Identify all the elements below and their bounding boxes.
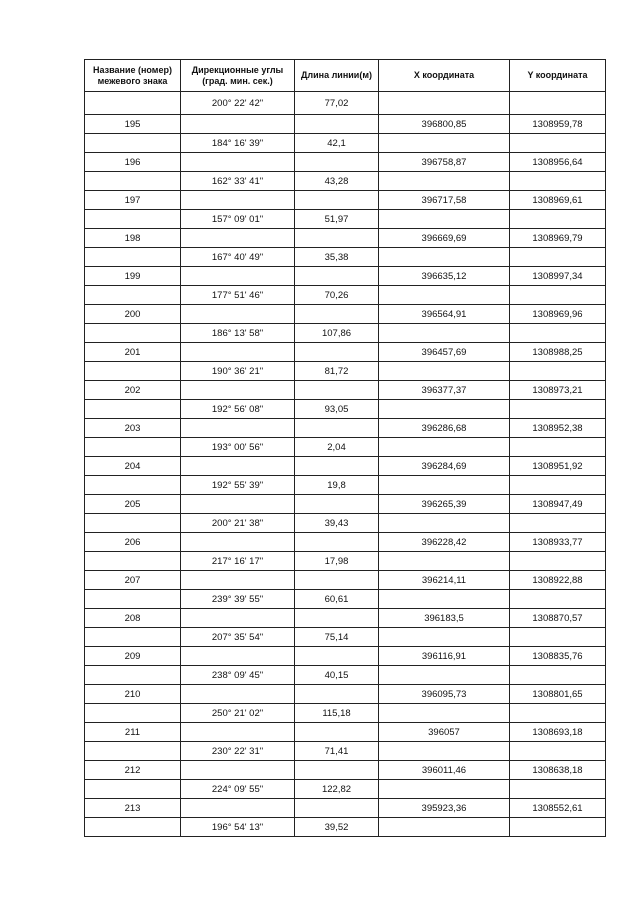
y-coordinate-cell: 1308969,96 — [510, 305, 606, 324]
table-header-row — [85, 60, 606, 92]
line-length-cell: 17,98 — [295, 552, 379, 571]
segment-row — [85, 400, 606, 419]
line-length-cell: 93,05 — [295, 400, 379, 419]
x-coordinate-cell — [379, 438, 510, 457]
y-coordinate-cell — [510, 400, 606, 419]
point-row — [85, 229, 606, 248]
point-row — [85, 267, 606, 286]
point-row — [85, 533, 606, 552]
line-length-cell — [295, 609, 379, 628]
point-row — [85, 343, 606, 362]
y-coordinate-cell — [510, 210, 606, 229]
direction-angle-cell: 177° 51' 46" — [181, 286, 295, 305]
line-length-cell: 75,14 — [295, 628, 379, 647]
point-row — [85, 609, 606, 628]
header-line-length: Длина линии(м) — [295, 60, 379, 92]
x-coordinate-cell — [379, 552, 510, 571]
point-name-cell — [85, 704, 181, 723]
direction-angle-cell: 230° 22' 31" — [181, 742, 295, 761]
y-coordinate-cell: 1308951,92 — [510, 457, 606, 476]
point-name-cell: 198 — [85, 229, 181, 248]
line-length-cell: 43,28 — [295, 172, 379, 191]
direction-angle-cell: 184° 16' 39" — [181, 134, 295, 153]
point-name-cell — [85, 92, 181, 115]
line-length-cell: 115,18 — [295, 704, 379, 723]
segment-row — [85, 552, 606, 571]
line-length-cell — [295, 153, 379, 172]
y-coordinate-cell: 1308969,61 — [510, 191, 606, 210]
line-length-cell — [295, 533, 379, 552]
line-length-cell — [295, 723, 379, 742]
point-name-cell — [85, 552, 181, 571]
y-coordinate-cell: 1308973,21 — [510, 381, 606, 400]
point-name-cell — [85, 514, 181, 533]
x-coordinate-cell — [379, 476, 510, 495]
y-coordinate-cell: 1308933,77 — [510, 533, 606, 552]
line-length-cell: 81,72 — [295, 362, 379, 381]
point-name-cell: 199 — [85, 267, 181, 286]
x-coordinate-cell: 396214,11 — [379, 571, 510, 590]
line-length-cell — [295, 799, 379, 818]
y-coordinate-cell — [510, 324, 606, 343]
direction-angle-cell — [181, 647, 295, 666]
header-point-name: Название (номер) межевого знака — [85, 60, 181, 92]
direction-angle-cell: 196° 54' 13" — [181, 818, 295, 837]
point-row — [85, 761, 606, 780]
direction-angle-cell — [181, 609, 295, 628]
direction-angle-cell — [181, 229, 295, 248]
y-coordinate-cell: 1308969,79 — [510, 229, 606, 248]
y-coordinate-cell — [510, 666, 606, 685]
y-coordinate-cell: 1308947,49 — [510, 495, 606, 514]
line-length-cell: 39,52 — [295, 818, 379, 837]
y-coordinate-cell — [510, 286, 606, 305]
line-length-cell: 35,38 — [295, 248, 379, 267]
segment-row — [85, 514, 606, 533]
y-coordinate-cell — [510, 628, 606, 647]
point-row — [85, 191, 606, 210]
x-coordinate-cell: 396011,46 — [379, 761, 510, 780]
direction-angle-cell — [181, 799, 295, 818]
y-coordinate-cell — [510, 362, 606, 381]
direction-angle-cell: 190° 36' 21" — [181, 362, 295, 381]
direction-angle-cell — [181, 115, 295, 134]
y-coordinate-cell: 1308870,57 — [510, 609, 606, 628]
x-coordinate-cell: 396265,39 — [379, 495, 510, 514]
direction-angle-cell — [181, 153, 295, 172]
point-name-cell — [85, 210, 181, 229]
segment-row — [85, 248, 606, 267]
point-name-cell — [85, 172, 181, 191]
segment-row — [85, 286, 606, 305]
point-name-cell — [85, 476, 181, 495]
y-coordinate-cell: 1308997,34 — [510, 267, 606, 286]
x-coordinate-cell — [379, 248, 510, 267]
segment-row — [85, 742, 606, 761]
point-name-cell — [85, 438, 181, 457]
x-coordinate-cell — [379, 92, 510, 115]
x-coordinate-cell — [379, 666, 510, 685]
point-name-cell — [85, 780, 181, 799]
x-coordinate-cell: 396377,37 — [379, 381, 510, 400]
direction-angle-cell — [181, 685, 295, 704]
segment-row — [85, 704, 606, 723]
x-coordinate-cell: 396669,69 — [379, 229, 510, 248]
x-coordinate-cell — [379, 400, 510, 419]
line-length-cell — [295, 685, 379, 704]
y-coordinate-cell: 1308693,18 — [510, 723, 606, 742]
x-coordinate-cell — [379, 134, 510, 153]
x-coordinate-cell — [379, 704, 510, 723]
x-coordinate-cell — [379, 514, 510, 533]
x-coordinate-cell: 396286,68 — [379, 419, 510, 438]
point-name-cell: 205 — [85, 495, 181, 514]
point-name-cell: 207 — [85, 571, 181, 590]
point-row — [85, 457, 606, 476]
y-coordinate-cell — [510, 704, 606, 723]
direction-angle-cell: 192° 56' 08" — [181, 400, 295, 419]
x-coordinate-cell — [379, 286, 510, 305]
segment-row — [85, 210, 606, 229]
direction-angle-cell: 167° 40' 49" — [181, 248, 295, 267]
x-coordinate-cell: 396758,87 — [379, 153, 510, 172]
line-length-cell — [295, 419, 379, 438]
point-name-cell — [85, 400, 181, 419]
segment-row — [85, 438, 606, 457]
y-coordinate-cell — [510, 742, 606, 761]
line-length-cell — [295, 495, 379, 514]
table-body — [85, 92, 606, 837]
x-coordinate-cell: 396800,85 — [379, 115, 510, 134]
line-length-cell: 70,26 — [295, 286, 379, 305]
direction-angle-cell — [181, 571, 295, 590]
x-coordinate-cell: 396057 — [379, 723, 510, 742]
direction-angle-cell — [181, 723, 295, 742]
direction-angle-cell: 250° 21' 02" — [181, 704, 295, 723]
x-coordinate-cell — [379, 590, 510, 609]
y-coordinate-cell — [510, 590, 606, 609]
direction-angle-cell: 162° 33' 41" — [181, 172, 295, 191]
direction-angle-cell: 207° 35' 54" — [181, 628, 295, 647]
point-name-cell — [85, 628, 181, 647]
point-name-cell: 210 — [85, 685, 181, 704]
direction-angle-cell — [181, 191, 295, 210]
x-coordinate-cell: 396564,91 — [379, 305, 510, 324]
x-coordinate-cell: 396116,91 — [379, 647, 510, 666]
line-length-cell: 2,04 — [295, 438, 379, 457]
point-row — [85, 305, 606, 324]
point-name-cell — [85, 324, 181, 343]
direction-angle-cell — [181, 305, 295, 324]
line-length-cell: 51,97 — [295, 210, 379, 229]
point-row — [85, 419, 606, 438]
point-row — [85, 115, 606, 134]
header-direction-angle: Дирекционные углы (град. мин. сек.) — [181, 60, 295, 92]
point-row — [85, 153, 606, 172]
line-length-cell — [295, 381, 379, 400]
line-length-cell — [295, 267, 379, 286]
point-name-cell — [85, 248, 181, 267]
direction-angle-cell: 239° 39' 55" — [181, 590, 295, 609]
point-name-cell — [85, 666, 181, 685]
line-length-cell — [295, 571, 379, 590]
x-coordinate-cell: 396183,5 — [379, 609, 510, 628]
segment-row — [85, 780, 606, 799]
y-coordinate-cell — [510, 514, 606, 533]
y-coordinate-cell — [510, 248, 606, 267]
line-length-cell — [295, 191, 379, 210]
point-name-cell: 203 — [85, 419, 181, 438]
point-name-cell: 196 — [85, 153, 181, 172]
line-length-cell — [295, 457, 379, 476]
x-coordinate-cell — [379, 818, 510, 837]
direction-angle-cell: 192° 55' 39" — [181, 476, 295, 495]
point-name-cell — [85, 590, 181, 609]
y-coordinate-cell: 1308956,64 — [510, 153, 606, 172]
line-length-cell — [295, 305, 379, 324]
direction-angle-cell — [181, 381, 295, 400]
point-name-cell: 200 — [85, 305, 181, 324]
segment-row — [85, 590, 606, 609]
x-coordinate-cell: 396228,42 — [379, 533, 510, 552]
x-coordinate-cell: 396095,73 — [379, 685, 510, 704]
line-length-cell: 71,41 — [295, 742, 379, 761]
header-y-coordinate: Y координата — [510, 60, 606, 92]
x-coordinate-cell — [379, 324, 510, 343]
point-name-cell: 209 — [85, 647, 181, 666]
point-row — [85, 647, 606, 666]
y-coordinate-cell — [510, 438, 606, 457]
line-length-cell: 39,43 — [295, 514, 379, 533]
line-length-cell — [295, 343, 379, 362]
y-coordinate-cell — [510, 134, 606, 153]
direction-angle-cell — [181, 267, 295, 286]
direction-angle-cell: 217° 16' 17" — [181, 552, 295, 571]
y-coordinate-cell — [510, 818, 606, 837]
point-row — [85, 495, 606, 514]
direction-angle-cell: 193° 00' 56" — [181, 438, 295, 457]
point-name-cell — [85, 362, 181, 381]
x-coordinate-cell: 396284,69 — [379, 457, 510, 476]
boundary-coordinates-table — [84, 59, 606, 837]
y-coordinate-cell: 1308959,78 — [510, 115, 606, 134]
point-name-cell — [85, 742, 181, 761]
segment-row — [85, 476, 606, 495]
point-row — [85, 685, 606, 704]
point-name-cell: 204 — [85, 457, 181, 476]
segment-row — [85, 362, 606, 381]
x-coordinate-cell — [379, 780, 510, 799]
direction-angle-cell — [181, 343, 295, 362]
point-name-cell — [85, 134, 181, 153]
direction-angle-cell — [181, 533, 295, 552]
point-row — [85, 571, 606, 590]
direction-angle-cell: 186° 13' 58" — [181, 324, 295, 343]
line-length-cell — [295, 115, 379, 134]
point-row — [85, 723, 606, 742]
line-length-cell — [295, 229, 379, 248]
x-coordinate-cell — [379, 628, 510, 647]
direction-angle-cell — [181, 457, 295, 476]
y-coordinate-cell — [510, 172, 606, 191]
y-coordinate-cell — [510, 92, 606, 115]
x-coordinate-cell — [379, 362, 510, 381]
line-length-cell: 40,15 — [295, 666, 379, 685]
point-name-cell: 201 — [85, 343, 181, 362]
y-coordinate-cell: 1308952,38 — [510, 419, 606, 438]
y-coordinate-cell: 1308801,65 — [510, 685, 606, 704]
segment-row — [85, 172, 606, 191]
direction-angle-cell — [181, 419, 295, 438]
x-coordinate-cell — [379, 210, 510, 229]
x-coordinate-cell: 395923,36 — [379, 799, 510, 818]
x-coordinate-cell: 396635,12 — [379, 267, 510, 286]
y-coordinate-cell: 1308988,25 — [510, 343, 606, 362]
y-coordinate-cell: 1308638,18 — [510, 761, 606, 780]
line-length-cell: 19,8 — [295, 476, 379, 495]
x-coordinate-cell: 396457,69 — [379, 343, 510, 362]
y-coordinate-cell — [510, 780, 606, 799]
y-coordinate-cell: 1308922,88 — [510, 571, 606, 590]
line-length-cell: 122,82 — [295, 780, 379, 799]
segment-row — [85, 666, 606, 685]
point-name-cell — [85, 286, 181, 305]
direction-angle-cell: 200° 21' 38" — [181, 514, 295, 533]
point-name-cell: 197 — [85, 191, 181, 210]
line-length-cell — [295, 647, 379, 666]
line-length-cell — [295, 761, 379, 780]
segment-row — [85, 92, 606, 115]
line-length-cell: 77,02 — [295, 92, 379, 115]
segment-row — [85, 628, 606, 647]
direction-angle-cell: 157° 09' 01" — [181, 210, 295, 229]
point-name-cell: 211 — [85, 723, 181, 742]
segment-row — [85, 324, 606, 343]
direction-angle-cell — [181, 495, 295, 514]
point-name-cell — [85, 818, 181, 837]
point-name-cell: 206 — [85, 533, 181, 552]
direction-angle-cell: 200° 22' 42" — [181, 92, 295, 115]
x-coordinate-cell: 396717,58 — [379, 191, 510, 210]
y-coordinate-cell — [510, 476, 606, 495]
point-name-cell: 195 — [85, 115, 181, 134]
segment-row — [85, 134, 606, 153]
direction-angle-cell — [181, 761, 295, 780]
line-length-cell: 42,1 — [295, 134, 379, 153]
point-name-cell: 208 — [85, 609, 181, 628]
y-coordinate-cell: 1308835,76 — [510, 647, 606, 666]
point-row — [85, 381, 606, 400]
segment-row — [85, 818, 606, 837]
point-name-cell: 213 — [85, 799, 181, 818]
direction-angle-cell: 224° 09' 55" — [181, 780, 295, 799]
y-coordinate-cell: 1308552,61 — [510, 799, 606, 818]
y-coordinate-cell — [510, 552, 606, 571]
x-coordinate-cell — [379, 742, 510, 761]
direction-angle-cell: 238° 09' 45" — [181, 666, 295, 685]
x-coordinate-cell — [379, 172, 510, 191]
header-x-coordinate: X координата — [379, 60, 510, 92]
point-row — [85, 799, 606, 818]
point-name-cell: 202 — [85, 381, 181, 400]
line-length-cell: 60,61 — [295, 590, 379, 609]
line-length-cell: 107,86 — [295, 324, 379, 343]
point-name-cell: 212 — [85, 761, 181, 780]
